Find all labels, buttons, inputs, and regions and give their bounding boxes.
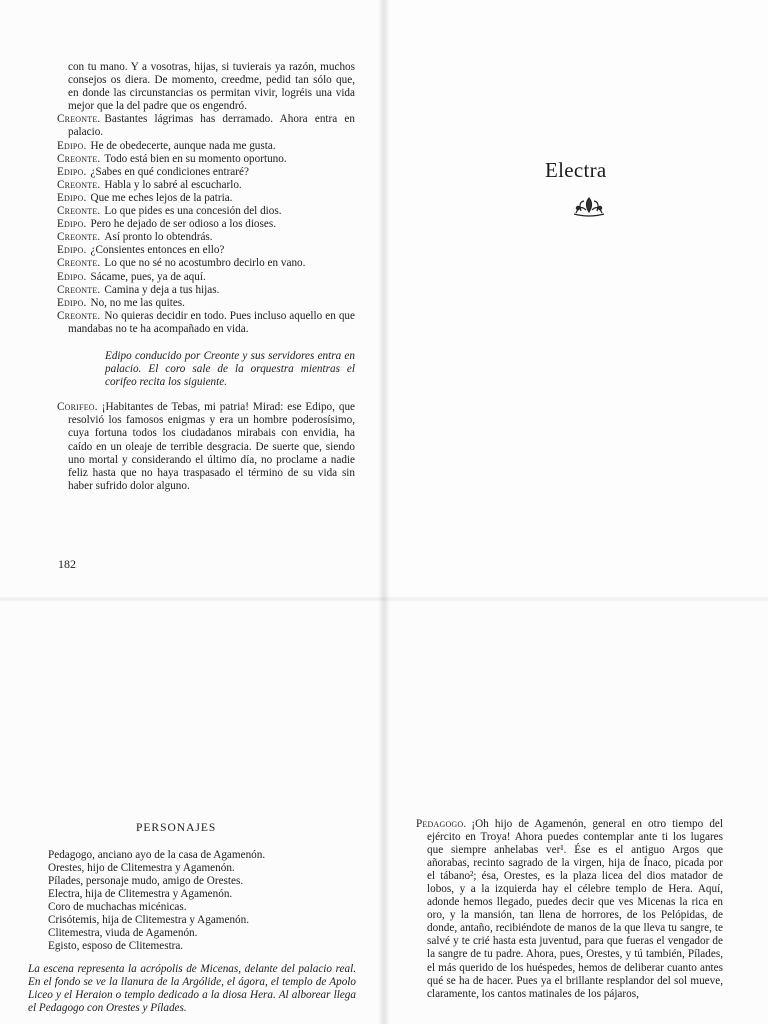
speaker-name: Creonte. — [57, 231, 101, 244]
dialogue-line — [57, 192, 355, 205]
speech-text: Bastantes lágrimas has derramado. Ahora entra en palacio. — [68, 113, 355, 139]
character-entry: Egisto, esposo de Clitemestra. — [48, 940, 184, 952]
character-entry: Coro de muchachas micénicas. — [48, 901, 187, 913]
speech-text: He de obedecerte, aunque nada me gusta. — [90, 139, 276, 152]
speech-text: Camina y deja a tus hijas. — [104, 283, 220, 296]
dialogue-line — [57, 166, 355, 179]
speaker-name: Creonte. — [57, 178, 101, 191]
stage-direction: Edipo conducido por Creonte y sus servidores entra en palacio. El coro sale de la orquestra mientras el corifeo recita los siguiente. — [105, 349, 355, 389]
speaker-name: Edipo. — [57, 218, 87, 231]
speech-text: ¿Consientes entonces en ello? — [90, 244, 225, 257]
speech-text: ¡Oh hijo de Agamenón, general en otro tiempo del ejército en Troya! Ahora puedes contemplar ante ti los lugares que siempre anhelabas ver¹. Ése es el antiguo Argos que añorabas, recinto sagrado de la virgen, hija de Ínaco, picada por el tábano²; ésa, Orestes, es la plaza licea del dios matador de lobos, y a la izquierda hay el célebre templo de Hera. Aquí, adonde hemos llegado, puedes decir que ves Micenas la rica en oro, y la mansión, tan llena de horrores, de los Pelópidas, de donde, antaño, recibiéndote de manos de la que lleva tu sangre, te salvé y te crié hasta esta juventud, para que fueras el vengador de la sangre de tu padre. Ahora, pues, Orestes, y tú también, Pílades, el más querido de los huéspedes, hemos de deliberar cuanto antes qué se ha de hacer. Pues ya el brillante resplandor del sol mueve, claramente, los cantos matinales de los pájaros, — [427, 818, 723, 1000]
floral-ornament-icon — [572, 196, 606, 218]
speech-text: Que me eches lejos de la patria. — [90, 191, 233, 204]
speaker-name: Edipo. — [57, 244, 87, 257]
speech-text: No, no me las quites. — [90, 296, 185, 309]
speaker-name: Corifeo. — [57, 401, 98, 414]
character-entry: Orestes, hijo de Clitemestra y Agamenón. — [48, 862, 235, 874]
vertical-gutter — [378, 0, 390, 1024]
speaker-name: Creonte. — [57, 113, 101, 126]
dialogue-line — [57, 153, 355, 166]
character-entry: Crisótemis, hija de Clitemestra y Agamenón. — [48, 914, 250, 926]
continuation-text: con tu mano. Y a vosotras, hijas, si tuvierais ya razón, muchos consejos os diera. De momento, creedme, pedid tan sólo que, en donde las circunstancias os permitan vivir, logréis una vida mejor que la del padre que os engendró. — [68, 61, 355, 113]
character-entry: Clitemestra, viuda de Agamenón. — [48, 927, 198, 939]
speaker-name: Creonte. — [57, 205, 101, 218]
dialogue-line — [57, 179, 355, 192]
dialogue-line — [57, 231, 355, 244]
dialogue-line — [57, 257, 355, 270]
corifeo-speech — [57, 401, 355, 493]
horizontal-gutter — [0, 596, 768, 602]
dialogue-line — [57, 218, 355, 231]
speaker-name: Edipo. — [57, 139, 87, 152]
speaker-name: Edipo. — [57, 191, 87, 204]
character-entry: Pedagogo, anciano ayo de la casa de Agamenón. — [48, 849, 266, 861]
personae-heading: PERSONAJES — [136, 822, 217, 834]
play-title: Electra — [545, 158, 607, 182]
speech-text: ¡Habitantes de Tebas, mi patria! Mirad: ese Edipo, que resolvió los famosos enigmas y era un hombre poderosísimo, cuya fortuna todos los ciudadanos mirabais con envidia, ha caído en un oleaje de terrible desgracia. De suerte que, siendo uno mortal y considerando el último día, no proclame a nadie feliz hasta que no haya traspasado el término de su vida sin haber sufrido dolor alguno. — [68, 401, 355, 492]
speech-text: No quieras decidir en todo. Pues incluso aquello en que mandabas no te ha acompañado en vida. — [68, 309, 355, 335]
speech-text: ¿Sabes en qué condiciones entraré? — [90, 165, 249, 178]
dialogue-line — [57, 297, 355, 310]
speaker-name: Edipo. — [57, 165, 87, 178]
character-entry: Electra, hija de Clitemestra y Agamenón. — [48, 888, 233, 900]
dialogue-line — [57, 310, 355, 336]
speaker-name: Pedagogo. — [416, 818, 467, 830]
speaker-name: Creonte. — [57, 283, 101, 296]
speech-text: Sácame, pues, ya de aquí. — [90, 270, 206, 283]
speech-text: Lo que pides es una concesión del dios. — [104, 205, 282, 218]
dialogue-block — [57, 61, 355, 493]
dialogue-line — [57, 271, 355, 284]
character-entry: Pílades, personaje mudo, amigo de Orestes. — [48, 875, 244, 887]
dialogue-line — [57, 284, 355, 297]
speaker-name: Edipo. — [57, 296, 87, 309]
speaker-name: Creonte. — [57, 309, 101, 322]
speech-text: Pero he dejado de ser odioso a los dioses. — [90, 218, 276, 231]
dialogue-lines — [57, 113, 355, 336]
title-page — [384, 0, 768, 600]
pedagogo-speech — [416, 818, 723, 1001]
dialogue-line — [57, 140, 355, 153]
dialogue-line — [57, 113, 355, 139]
speech-text: Habla y lo sabré al escucharlo. — [104, 178, 242, 191]
speaker-name: Edipo. — [57, 270, 87, 283]
personae-page — [0, 600, 384, 1024]
dialogue-line — [57, 205, 355, 218]
character-list — [48, 849, 358, 953]
speaker-name: Creonte. — [57, 257, 101, 270]
continuation-paragraph — [57, 61, 355, 113]
page-number: 182 — [58, 557, 76, 571]
speaker-name: Creonte. — [57, 152, 101, 165]
speech-text: Lo que no sé no acostumbro decirlo en vano. — [104, 257, 306, 270]
dialogue-line — [57, 244, 355, 257]
scene-setting: La escena representa la acrópolis de Micenas, delante del palacio real. En el fondo se ve la llanura de la Argólide, el ágora, el templo de Apolo Liceo y el Heraion o templo dedicado a la diosa Hera. Al alborear llega el Pedagogo con Orestes y Pílades. — [28, 963, 356, 1014]
speech-text: Así pronto lo obtendrás. — [104, 231, 213, 244]
speech-text: Todo está bien en su momento oportuno. — [104, 152, 287, 165]
